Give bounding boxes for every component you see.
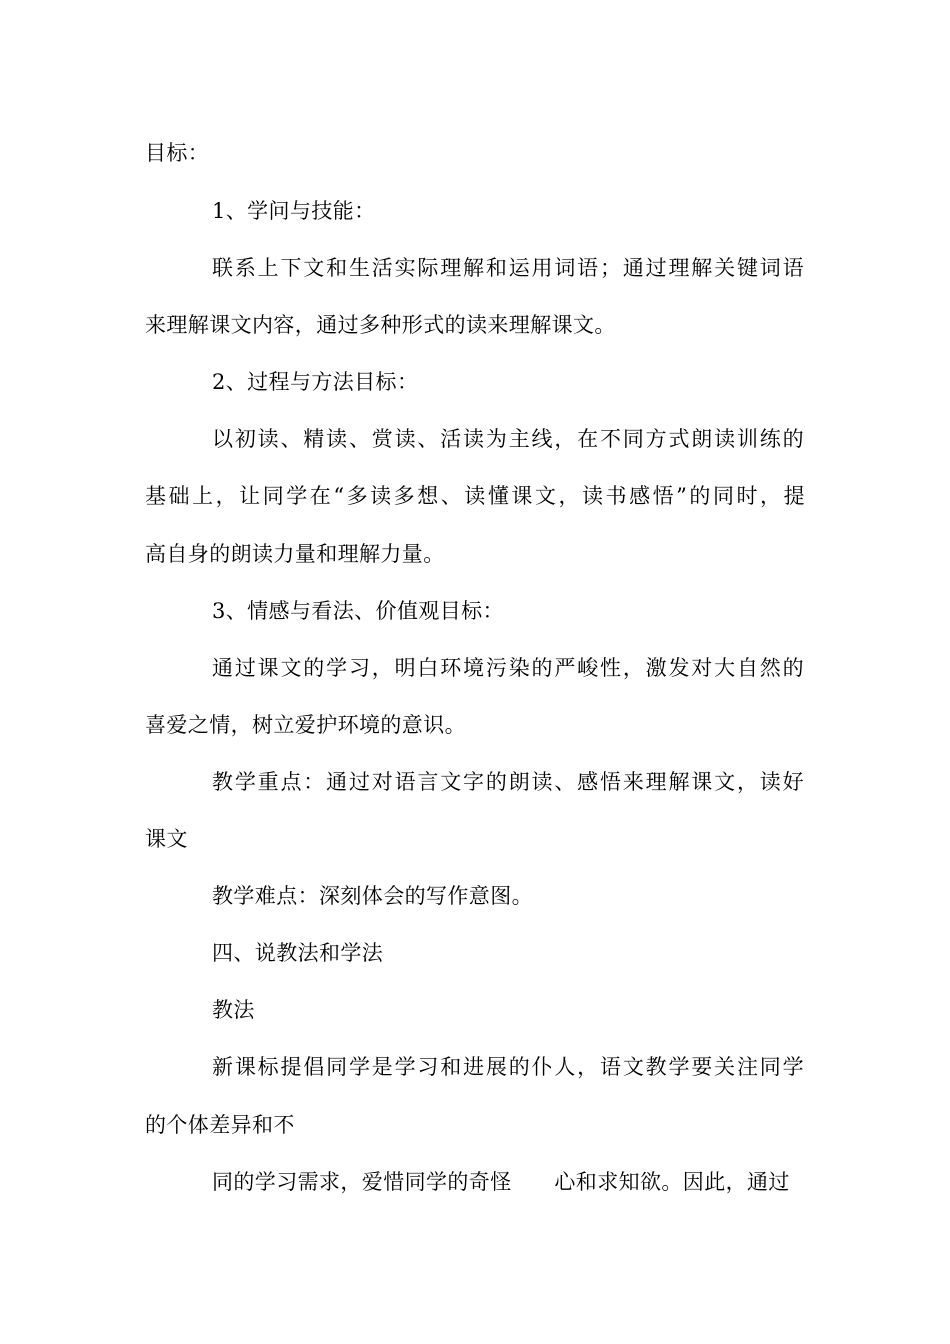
paragraph-line: 以初读、精读、赏读、活读为主线，在不同方式朗读训练的 [212, 427, 804, 451]
teaching-method-heading: 教法 [212, 998, 255, 1022]
teaching-difficulty: 教学难点：深刻体会的写作意图。 [212, 884, 533, 908]
paragraph-line: 通过课文的学习，明白环境污染的严峻性，激发对大自然的 [212, 656, 804, 680]
paragraph-line: 基础上，让同学在“多读多想、读懂课文，读书感悟”的同时，提 [145, 484, 805, 508]
heading-objectives: 目标： [145, 141, 210, 165]
section-4-heading: 四、说教法和学法 [212, 941, 384, 965]
paragraph-line: 高自身的朗读力量和理解力量。 [145, 542, 445, 566]
teaching-focus: 教学重点：通过对语言文字的朗读、感悟来理解课文，读好 [212, 770, 804, 794]
objective-1-title: 1、学问与技能： [212, 199, 376, 223]
paragraph-line: 喜爱之情，树立爱护环境的意识。 [145, 713, 466, 737]
paragraph-line: 新课标提倡同学是学习和进展的仆人，语文教学要关注同学 [212, 1055, 804, 1079]
objective-3-title: 3、情感与看法、价值观目标： [212, 599, 504, 623]
paragraph-line: 同的学习需求，爱惜同学的奇怪 心和求知欲。因此，通过 [212, 1170, 790, 1194]
paragraph-line: 课文 [145, 827, 188, 851]
paragraph-line: 的个体差异和不 [145, 1113, 295, 1137]
paragraph-line: 来理解课文内容，通过多种形式的读来理解课文。 [145, 313, 616, 337]
paragraph-line: 联系上下文和生活实际理解和运用词语；通过理解关键词语 [212, 256, 804, 280]
objective-2-title: 2、过程与方法目标： [212, 370, 419, 394]
